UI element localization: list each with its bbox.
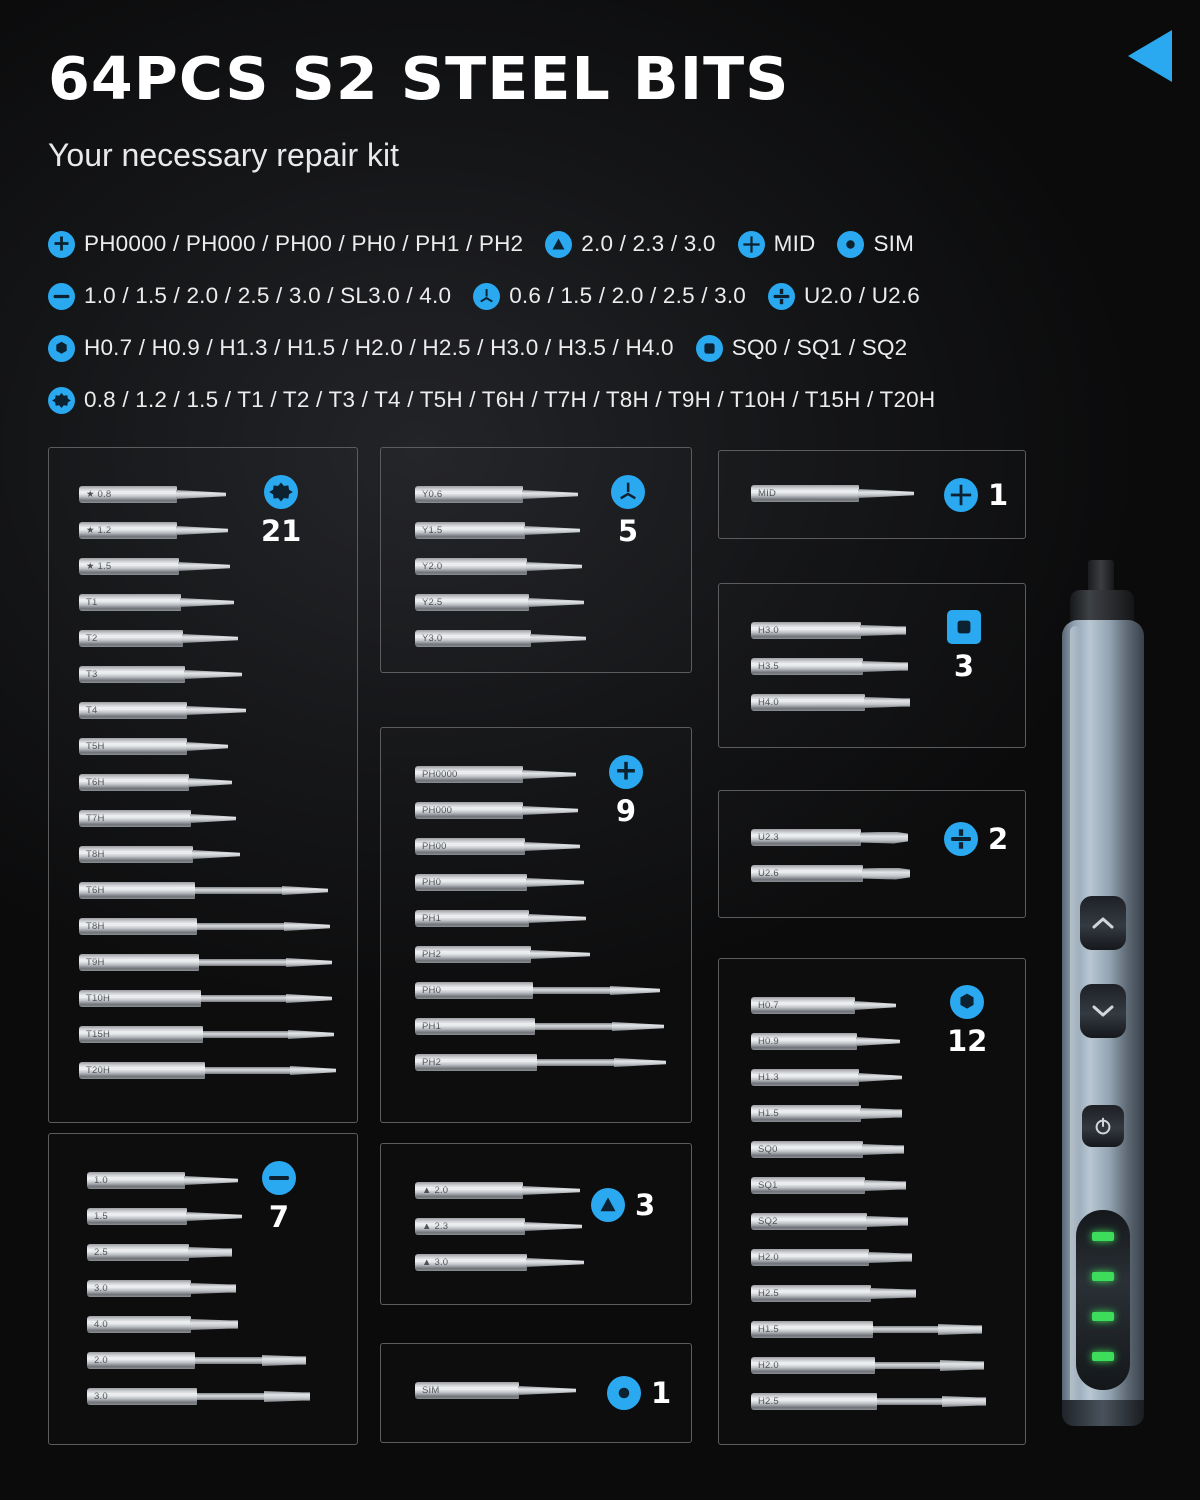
bit: ▲ 3.0 [415,1254,584,1271]
spec-group-phillips [48,231,523,258]
bit: Y2.0 [415,558,582,575]
bit: SQ0 [751,1141,904,1158]
bit: H3.0 [751,622,906,639]
spec-text: 2.0 / 2.3 / 3.0 [581,231,716,256]
panel-mid [718,450,1026,539]
electric-screwdriver [1050,560,1180,1440]
panel-phillips [380,727,692,1123]
bit: ▲ 2.3 [415,1218,582,1235]
page-title: 64PCS S2 STEEL BITS [48,44,790,113]
spec-text: MID [773,231,816,256]
bit: T2 [79,630,238,647]
triangle-icon [545,231,572,258]
spec-text: H0.7 / H0.9 / H1.3 / H1.5 / H2.0 / H2.5 / H3.0 / H3.5 / H4.0 [84,335,674,360]
bit: Y0.6 [415,486,578,503]
bit: H3.5 [751,658,908,675]
count-value: 5 [617,514,639,548]
bit: 1.5 [87,1208,242,1225]
bit: H2.0 [751,1249,912,1266]
spec-list [48,218,1058,426]
power-icon [1093,1116,1113,1136]
panel-square-count [947,610,981,683]
panel-sim-count [607,1376,671,1410]
spec-text: U2.0 / U2.6 [804,283,921,308]
page-subtitle: Your necessary repair kit [48,137,399,173]
spec-group-torx [48,387,935,414]
bit: Y3.0 [415,630,586,647]
bit: 4.0 [87,1316,238,1333]
spec-group-triwing [473,283,746,310]
spec-group-mid [738,231,816,258]
bit: ★ 0.8 [79,486,226,503]
bit: H0.7 [751,997,896,1014]
panel-triangle [380,1143,692,1305]
bit: H1.5 [751,1321,982,1338]
power-button[interactable] [1082,1105,1124,1147]
bit: H2.5 [751,1285,916,1302]
spec-text: SQ0 / SQ1 / SQ2 [731,335,908,360]
bit: 1.0 [87,1172,238,1189]
panel-u [718,790,1026,918]
count-value: 2 [988,822,1009,856]
reverse-button[interactable] [1080,984,1126,1038]
square-icon [947,610,981,644]
led-indicator [1092,1312,1114,1321]
sim-icon [607,1376,641,1410]
chevron-down-icon [1091,1003,1115,1019]
bit: T9H [79,954,332,971]
mid-icon [738,231,765,258]
bit: T1 [79,594,234,611]
spec-text: 0.8 / 1.2 / 1.5 / T1 / T2 / T3 / T4 / T5H / T6H / T7H / T8H / T9H / T10H / T15H / T20H [84,387,936,412]
bit: PH0 [415,874,584,891]
bit: PH2 [415,1054,666,1071]
spec-text: 1.0 / 1.5 / 2.0 / 2.5 / 3.0 / SL3.0 / 4.0 [84,283,452,308]
count-value: 1 [651,1376,672,1410]
spec-group-u [768,283,920,310]
triangle-icon [591,1188,625,1222]
square-icon [696,335,723,362]
bit: PH2 [415,946,590,963]
spec-row [48,322,1058,374]
bit: 2.5 [87,1244,232,1261]
bit: 2.0 [87,1352,306,1369]
bit: ★ 1.2 [79,522,228,539]
bit: T3 [79,666,242,683]
panel-mid-count [944,478,1008,512]
spec-group-sim [837,231,914,258]
panel-phillips-count [609,755,643,828]
slotted-icon [48,283,75,310]
count-value: 21 [261,514,302,548]
bit: ★ 1.5 [79,558,230,575]
led-indicator [1092,1232,1114,1241]
bit: 3.0 [87,1280,236,1297]
panel-slotted-count [262,1161,296,1234]
panel-triangle-count [591,1188,655,1222]
spec-row [48,270,1058,322]
bit: T15H [79,1026,334,1043]
count-value: 1 [988,478,1009,512]
led-indicator [1092,1352,1114,1361]
bit: T7H [79,810,236,827]
bit: H4.0 [751,694,910,711]
end-cap [1062,1400,1144,1426]
bit: MID [751,485,914,502]
hex-icon [950,985,984,1019]
panel-square [718,583,1026,748]
bit: PH0 [415,982,660,999]
bit: SIM [415,1382,576,1399]
spec-group-hex [48,335,674,362]
spec-group-slotted [48,283,451,310]
count-value: 3 [635,1188,656,1222]
bit: H1.5 [751,1105,902,1122]
count-value: 3 [953,649,975,683]
bit: SQ1 [751,1177,906,1194]
spec-group-square [696,335,908,362]
sim-icon [837,231,864,258]
spec-row [48,218,1058,270]
panel-hex-count [947,985,987,1058]
chevron-up-icon [1091,915,1115,931]
bit: T6H [79,774,232,791]
torx-icon [264,475,298,509]
bit: PH000 [415,802,578,819]
bit: PH1 [415,1018,664,1035]
spec-text: 0.6 / 1.5 / 2.0 / 2.5 / 3.0 [509,283,747,308]
bit: T8H [79,846,240,863]
spec-group-triangle [545,231,715,258]
bit: ▲ 2.0 [415,1182,580,1199]
bit: PH1 [415,910,586,927]
count-value: 9 [615,794,637,828]
bit: T4 [79,702,246,719]
torx-icon [48,387,75,414]
mid-icon [944,478,978,512]
bit: T8H [79,918,330,935]
bit: T10H [79,990,332,1007]
bit: T6H [79,882,328,899]
spec-row [48,374,1058,426]
bit: H0.9 [751,1033,900,1050]
hex-icon [48,335,75,362]
bit: H2.5 [751,1393,986,1410]
count-value: 12 [947,1024,988,1058]
spec-text: PH0000 / PH000 / PH00 / PH0 / PH1 / PH2 [84,231,524,256]
panel-torx-count [261,475,301,548]
tri-wing-icon [473,283,500,310]
bit: T5H [79,738,228,755]
panel-sim [380,1343,692,1443]
panel-torx [48,447,358,1123]
play-triangle-icon [1128,30,1172,82]
forward-button[interactable] [1080,896,1126,950]
chuck [1088,560,1114,594]
bit: T20H [79,1062,336,1079]
bit: U2.3 [751,829,908,846]
bit: Y1.5 [415,522,580,539]
slotted-icon [262,1161,296,1195]
bit: Y2.5 [415,594,584,611]
spec-text: SIM [873,231,915,256]
panel-slotted [48,1133,358,1445]
bit: H2.0 [751,1357,984,1374]
bit: H1.3 [751,1069,902,1086]
tri-wing-icon [611,475,645,509]
bit: SQ2 [751,1213,908,1230]
u-icon [768,283,795,310]
bit: PH0000 [415,766,576,783]
panel-u-count [944,822,1008,856]
panel-triwing [380,447,692,673]
phillips-icon [609,755,643,789]
bit: U2.6 [751,865,910,882]
led-indicator [1092,1272,1114,1281]
panel-triwing-count [611,475,645,548]
bit: 3.0 [87,1388,310,1405]
bit: PH00 [415,838,580,855]
u-icon [944,822,978,856]
count-value: 7 [268,1200,290,1234]
panel-hex [718,958,1026,1445]
led-strip [1076,1210,1130,1390]
phillips-icon [48,231,75,258]
